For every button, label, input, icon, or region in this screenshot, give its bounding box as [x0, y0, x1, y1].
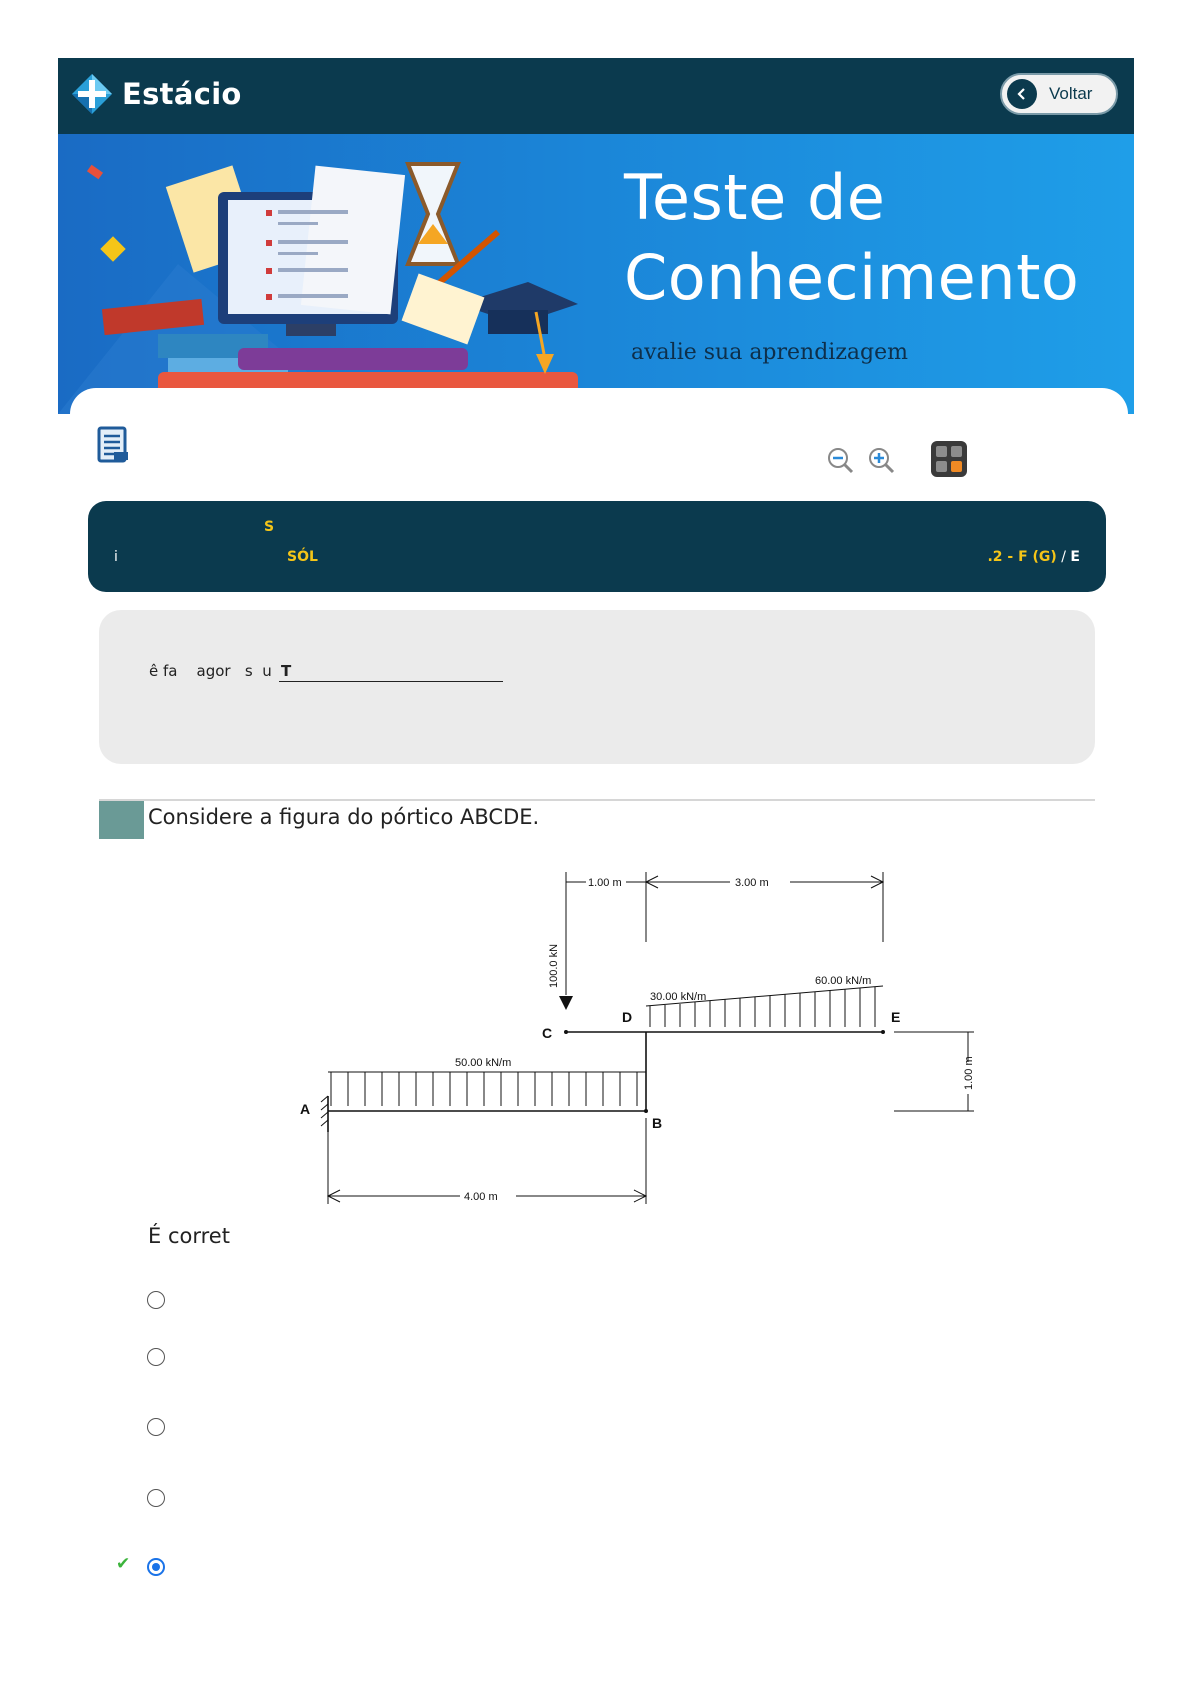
notice-field[interactable]: T: [279, 662, 503, 682]
quiz-illustration: [58, 134, 598, 414]
question-number-badge: [99, 801, 144, 839]
option-b-radio[interactable]: [147, 1348, 165, 1366]
question-prompt: É corret: [148, 1224, 230, 1248]
back-button[interactable]: [1000, 73, 1118, 115]
info-text-prefix: i: [114, 549, 118, 565]
question-statement: Considere a figura do pórtico ABCDE.: [148, 805, 540, 829]
dim-right: 1.00 m: [963, 1056, 975, 1090]
info-highlight-2: SÓL: [287, 549, 318, 565]
load-de-start: 30.00 kN/m: [650, 991, 707, 1003]
option-e-radio[interactable]: [147, 1558, 165, 1576]
load-ab-label: 50.00 kN/m: [455, 1057, 512, 1069]
exam-sheet-icon[interactable]: [96, 426, 132, 466]
label-d: D: [622, 1009, 633, 1025]
dim-top-right: 3.00 m: [735, 877, 769, 889]
info-course-code: [987, 549, 1080, 565]
chevron-left-icon: [1007, 79, 1037, 109]
page-subtitle: avalie sua aprendizagem: [631, 340, 909, 365]
point-load-label: 100.0 kN: [548, 943, 560, 988]
dim-bottom: 4.00 m: [464, 1191, 498, 1203]
top-bar: [58, 58, 1134, 134]
content-card-top: [70, 388, 1128, 448]
page-title: [624, 158, 1079, 318]
hero-banner: [58, 134, 1134, 414]
estacio-logo-icon: [70, 72, 114, 116]
brand-name: Estácio: [122, 77, 242, 111]
exam-info-bar: [88, 501, 1106, 592]
back-button-label: Voltar: [1049, 84, 1093, 103]
notice-card: [99, 610, 1095, 764]
page-title-line1: Teste de: [624, 161, 886, 234]
label-c: C: [542, 1025, 553, 1041]
label-a: A: [300, 1101, 311, 1117]
info-course-separator: /: [1056, 549, 1071, 565]
info-course-highlight: .2 - F (G): [987, 549, 1057, 565]
zoom-out-icon[interactable]: [826, 446, 856, 476]
info-highlight-1: S: [264, 519, 275, 535]
correct-answer-check-icon: ✔: [116, 1554, 131, 1574]
option-a-radio[interactable]: [147, 1291, 165, 1309]
notice-text: ê fa agor s u: [149, 662, 272, 680]
frame-abcde-figure: [290, 860, 1010, 1220]
option-d-radio[interactable]: [147, 1489, 165, 1507]
load-de-end: 60.00 kN/m: [815, 975, 872, 987]
info-course-end: E: [1070, 549, 1080, 565]
zoom-in-icon[interactable]: [867, 446, 897, 476]
option-c-radio[interactable]: [147, 1418, 165, 1436]
label-e: E: [891, 1009, 901, 1025]
dim-top-left: 1.00 m: [588, 877, 622, 889]
label-b: B: [652, 1115, 663, 1131]
question-separator: [99, 799, 1095, 801]
estacio-logo: [70, 72, 242, 116]
calculator-icon[interactable]: [930, 440, 968, 478]
page-title-line2: Conhecimento: [624, 241, 1080, 314]
